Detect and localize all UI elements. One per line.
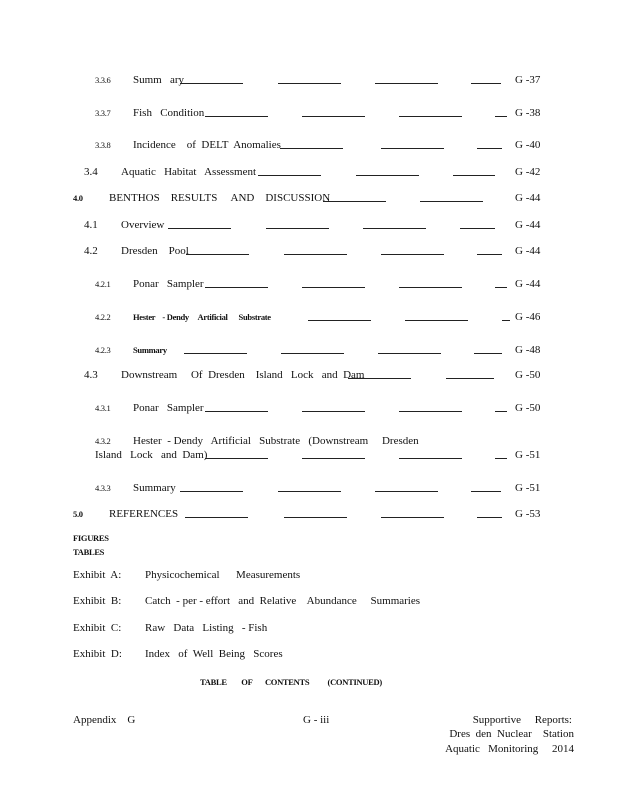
- exhibit-label: Exhibit D:: [73, 648, 122, 660]
- leader-dots: [280, 148, 343, 149]
- toc-title[interactable]: Incidence of DELT Anomalies: [133, 139, 281, 151]
- toc-page: G -50: [515, 402, 541, 414]
- leader-dots: [363, 228, 426, 229]
- leader-dots: [302, 411, 365, 412]
- leader-dots: [381, 254, 444, 255]
- leader-dots: [471, 491, 501, 492]
- leader-dots: [378, 353, 441, 354]
- exhibit-title[interactable]: Catch - per - effort and Relative Abundance Summaries: [145, 595, 421, 607]
- exhibit-label: Exhibit A:: [73, 569, 122, 581]
- leader-dots: [399, 458, 462, 459]
- toc-number: 4.0: [73, 193, 83, 203]
- leader-dots: [302, 287, 365, 288]
- leader-dots: [477, 517, 502, 518]
- leader-dots: [474, 353, 502, 354]
- leader-dots: [205, 458, 268, 459]
- footer-station: Dres den Nuclear Station: [449, 728, 574, 740]
- exhibit-title[interactable]: Raw Data Listing - Fish: [145, 622, 268, 634]
- toc-title[interactable]: Summ ary: [133, 74, 185, 86]
- leader-dots: [471, 83, 501, 84]
- toc-title[interactable]: Aquatic Habitat Assessment: [121, 166, 257, 178]
- leader-dots: [281, 353, 344, 354]
- leader-dots: [460, 228, 495, 229]
- leader-dots: [258, 175, 321, 176]
- leader-dots: [399, 116, 462, 117]
- toc-number: 4.3.1: [95, 403, 111, 413]
- toc-page: G -38: [515, 107, 541, 119]
- leader-dots: [284, 254, 347, 255]
- leader-dots: [302, 458, 365, 459]
- toc-number: 3.3.6: [95, 75, 111, 85]
- toc-page: G -50: [515, 369, 541, 381]
- toc-number: 4.1: [84, 219, 98, 231]
- toc-page: G -37: [515, 74, 541, 86]
- toc-page: G -40: [515, 139, 541, 151]
- leader-dots: [278, 83, 341, 84]
- leader-dots: [477, 148, 502, 149]
- leader-dots: [186, 254, 249, 255]
- toc-page: G -48: [515, 344, 541, 356]
- tables-heading: TABLES: [73, 547, 105, 557]
- leader-dots: [399, 411, 462, 412]
- footer-appendix: Appendix G: [73, 714, 136, 726]
- toc-number: 3.3.7: [95, 108, 111, 118]
- leader-dots: [356, 175, 419, 176]
- toc-page: G -51: [515, 449, 541, 461]
- exhibit-label: Exhibit B:: [73, 595, 122, 607]
- leader-dots: [180, 491, 243, 492]
- toc-number: 4.3.3: [95, 483, 111, 493]
- leader-dots: [348, 378, 411, 379]
- toc-title[interactable]: Ponar Sampler: [133, 278, 204, 290]
- toc-title[interactable]: Summary: [133, 345, 167, 355]
- leader-dots: [399, 287, 462, 288]
- leader-dots: [266, 228, 329, 229]
- toc-number: 3.4: [84, 166, 98, 178]
- toc-title[interactable]: Downstream Of Dresden Island Lock and Dam: [121, 369, 365, 381]
- leader-dots: [323, 201, 386, 202]
- toc-title[interactable]: BENTHOS RESULTS AND DISCUSSION: [109, 192, 331, 204]
- toc-title[interactable]: Hester - Dendy Artificial Substrate: [133, 312, 271, 322]
- leader-dots: [184, 353, 247, 354]
- leader-dots: [495, 411, 507, 412]
- toc-title[interactable]: Overview: [121, 219, 165, 231]
- leader-dots: [453, 175, 495, 176]
- exhibit-label: Exhibit C:: [73, 622, 122, 634]
- toc-number: 3.3.8: [95, 140, 111, 150]
- figures-heading: FIGURES: [73, 533, 109, 543]
- leader-dots: [185, 517, 248, 518]
- leader-dots: [278, 491, 341, 492]
- toc-number: 4.2.2: [95, 312, 111, 322]
- toc-title[interactable]: Dresden Pool: [121, 245, 189, 257]
- toc-title[interactable]: Summary: [133, 482, 176, 494]
- toc-page: G -46: [515, 311, 541, 323]
- leader-dots: [205, 411, 268, 412]
- leader-dots: [420, 201, 483, 202]
- leader-dots: [405, 320, 468, 321]
- toc-page: G -42: [515, 166, 541, 178]
- exhibit-title[interactable]: Physicochemical Measurements: [145, 569, 301, 581]
- leader-dots: [381, 517, 444, 518]
- leader-dots: [381, 148, 444, 149]
- footer-page-number: G - iii: [303, 714, 330, 726]
- leader-dots: [495, 287, 507, 288]
- leader-dots: [205, 116, 268, 117]
- toc-page: G -44: [515, 278, 541, 290]
- exhibit-title[interactable]: Index of Well Being Scores: [145, 648, 283, 660]
- leader-dots: [180, 83, 243, 84]
- leader-dots: [168, 228, 231, 229]
- toc-page: G -44: [515, 219, 541, 231]
- toc-page: G -53: [515, 508, 541, 520]
- leader-dots: [308, 320, 371, 321]
- leader-dots: [375, 83, 438, 84]
- toc-number: 4.3: [84, 369, 98, 381]
- leader-dots: [446, 378, 494, 379]
- continued-heading: TABLE OF CONTENTS (CONTINUED): [200, 677, 382, 687]
- toc-page: G -44: [515, 245, 541, 257]
- toc-title[interactable]: REFERENCES: [109, 508, 179, 520]
- toc-title-continued[interactable]: Island Lock and Dam): [95, 449, 208, 461]
- toc-number: 4.3.2: [95, 436, 111, 446]
- toc-number: 5.0: [73, 509, 83, 519]
- leader-dots: [495, 116, 507, 117]
- toc-page: G -51: [515, 482, 541, 494]
- toc-page: G -44: [515, 192, 541, 204]
- leader-dots: [495, 458, 507, 459]
- leader-dots: [502, 320, 510, 321]
- leader-dots: [302, 116, 365, 117]
- toc-title[interactable]: Ponar Sampler: [133, 402, 204, 414]
- footer-report-title: Supportive Reports:: [472, 714, 572, 726]
- toc-number: 4.2.1: [95, 279, 111, 289]
- toc-number: 4.2: [84, 245, 98, 257]
- leader-dots: [284, 517, 347, 518]
- toc-title[interactable]: Fish Condition: [133, 107, 205, 119]
- footer-program: Aquatic Monitoring 2014: [445, 743, 574, 755]
- toc-number: 4.2.3: [95, 345, 111, 355]
- toc-title[interactable]: Hester - Dendy Artificial Substrate (Downstream Dresden: [133, 435, 419, 447]
- leader-dots: [375, 491, 438, 492]
- leader-dots: [205, 287, 268, 288]
- leader-dots: [477, 254, 502, 255]
